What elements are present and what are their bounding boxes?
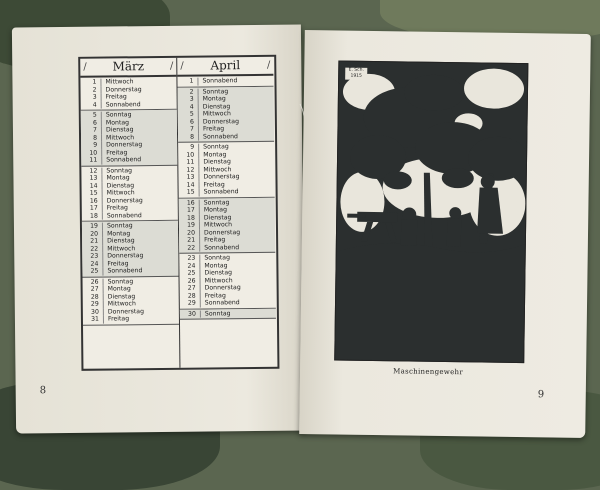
day-number: 16 xyxy=(82,197,103,205)
weekday-name: Sonnabend xyxy=(106,156,142,164)
weekday-name: Donnerstag xyxy=(106,196,143,205)
calendar-day-row xyxy=(180,309,276,318)
march-title: März xyxy=(112,59,145,74)
weekday-name: Freitag xyxy=(106,204,129,212)
april-column xyxy=(177,57,276,368)
weekday-name: Mittwoch xyxy=(204,276,233,285)
illustration-caption: Maschinengewehr xyxy=(393,367,464,377)
weekday-name: Sonntag xyxy=(105,111,132,119)
day-number: 12 xyxy=(178,166,199,174)
day-number: 17 xyxy=(179,207,200,215)
weekday-name: Dienstag xyxy=(203,158,231,166)
weekday-name: Dienstag xyxy=(203,213,232,222)
day-number: 8 xyxy=(81,134,102,142)
weekday-name: Dienstag xyxy=(107,237,135,245)
weekday-name: Donnerstag xyxy=(107,252,144,260)
day-number: 19 xyxy=(82,223,103,231)
silhouette-illustration xyxy=(334,60,528,363)
day-number: 3 xyxy=(178,96,199,104)
weekday-name: Mittwoch xyxy=(106,133,135,142)
weekday-name: Sonnabend xyxy=(107,267,143,275)
day-number: 10 xyxy=(178,151,199,159)
weekday-name: Sonntag xyxy=(203,143,229,151)
day-number: 24 xyxy=(179,262,200,270)
weekday-name: Sonnabend xyxy=(204,299,240,307)
march-week xyxy=(80,77,176,111)
weekday-name: Dienstag xyxy=(105,126,134,134)
machine-gun-silhouette xyxy=(335,62,527,363)
weekday-name: Montag xyxy=(107,285,131,293)
weekday-name: Dienstag xyxy=(106,181,135,190)
day-number: 9 xyxy=(178,144,199,152)
march-week xyxy=(83,276,179,325)
day-number: 14 xyxy=(82,182,103,190)
day-number: 17 xyxy=(82,205,103,213)
day-number: 28 xyxy=(180,292,201,300)
april-weeks xyxy=(177,76,276,320)
day-number: 2 xyxy=(178,88,199,96)
weekday-name: Sonnabend xyxy=(204,243,240,252)
calendar-day-row xyxy=(83,315,179,324)
day-number: 23 xyxy=(179,255,200,263)
april-week xyxy=(179,197,276,254)
day-number: 30 xyxy=(180,310,201,318)
artist-signature: E. Sch. 1915 xyxy=(345,68,367,80)
weekday-name: Mittwoch xyxy=(202,110,231,118)
day-number: 31 xyxy=(83,316,104,324)
weekday-name: Sonntag xyxy=(204,309,231,318)
day-number: 29 xyxy=(83,301,104,309)
weekday-name: Mittwoch xyxy=(203,165,232,174)
calendar-day-row xyxy=(81,100,177,109)
weekday-name: Donnerstag xyxy=(107,307,145,316)
weekday-name: Montag xyxy=(204,261,228,270)
day-number: 30 xyxy=(83,308,104,316)
day-number: 20 xyxy=(82,230,103,238)
weekday-name: Donnerstag xyxy=(105,85,142,94)
day-number: 19 xyxy=(179,222,200,230)
march-column xyxy=(80,58,180,369)
day-number: 6 xyxy=(81,119,102,127)
day-number: 26 xyxy=(83,278,104,286)
day-number: 4 xyxy=(178,103,199,111)
weekday-name: Donnerstag xyxy=(204,228,241,237)
day-number: 29 xyxy=(180,300,201,308)
weekday-name: Montag xyxy=(202,95,226,103)
day-number: 9 xyxy=(81,142,102,150)
weekday-name: Freitag xyxy=(107,259,129,268)
day-number: 22 xyxy=(82,245,103,253)
day-number: 7 xyxy=(178,126,199,134)
weekday-name: Freitag xyxy=(105,93,127,101)
day-number: 6 xyxy=(178,118,199,126)
weekday-name: Mittwoch xyxy=(105,78,134,86)
weekday-name: Sonnabend xyxy=(202,132,239,141)
day-number: 13 xyxy=(81,175,102,183)
weekday-name: Donnerstag xyxy=(203,173,240,181)
weekday-name: Montag xyxy=(107,229,131,238)
day-number: 16 xyxy=(179,199,200,207)
weekday-name: Freitag xyxy=(203,180,225,189)
weekday-name: Freitag xyxy=(106,148,128,157)
weekday-name: Sonntag xyxy=(204,254,231,262)
weekday-name: Sonnabend xyxy=(202,77,238,85)
day-number: 5 xyxy=(81,112,102,120)
weekday-name: Donnerstag xyxy=(204,284,241,292)
weekday-name: Sonnabend xyxy=(105,100,141,109)
weekday-name: Freitag xyxy=(204,236,226,244)
april-week xyxy=(178,86,275,143)
day-number: 11 xyxy=(178,159,199,167)
day-number: 11 xyxy=(81,157,102,165)
day-number: 27 xyxy=(180,285,201,293)
weekday-name: Sonntag xyxy=(106,222,133,230)
calendar-day-row xyxy=(81,156,177,165)
calendar-day-row xyxy=(82,211,178,220)
april-title: April xyxy=(210,58,241,73)
page-number-left: 8 xyxy=(39,385,47,397)
march-header: / März / xyxy=(80,58,176,78)
day-number: 4 xyxy=(81,101,102,109)
march-week xyxy=(81,165,178,222)
weekday-name: Mittwoch xyxy=(107,300,136,308)
day-number: 22 xyxy=(179,244,200,252)
calendar-day-row xyxy=(179,243,275,252)
weekday-name: Sonnabend xyxy=(106,211,142,220)
day-number: 23 xyxy=(82,253,103,261)
day-number: 25 xyxy=(179,270,200,278)
calendar-table xyxy=(78,55,279,371)
calendar-day-row xyxy=(180,299,276,308)
day-number: 2 xyxy=(81,86,102,94)
weekday-name: Dienstag xyxy=(107,292,136,301)
weekday-name: Montag xyxy=(203,150,227,159)
day-number: 3 xyxy=(81,94,102,102)
day-number: 8 xyxy=(178,133,199,141)
april-week xyxy=(180,308,276,320)
day-number: 15 xyxy=(82,190,103,198)
calendar-day-row xyxy=(177,77,273,86)
day-number: 28 xyxy=(83,293,104,301)
left-page xyxy=(12,24,305,433)
day-number: 13 xyxy=(178,174,199,182)
day-number: 27 xyxy=(83,286,104,294)
page-number-right: 9 xyxy=(537,389,545,401)
weekday-name: Mittwoch xyxy=(107,244,136,253)
day-number: 1 xyxy=(80,79,101,87)
weekday-name: Donnerstag xyxy=(106,141,143,149)
weekday-name: Sonntag xyxy=(106,166,133,175)
day-number: 21 xyxy=(179,237,200,245)
weekday-name: Montag xyxy=(106,174,130,182)
weekday-name: Donnerstag xyxy=(202,117,240,126)
weekday-name: Freitag xyxy=(204,291,226,300)
day-number: 20 xyxy=(179,229,200,237)
calendar-day-row xyxy=(179,188,275,197)
weekday-name: Sonntag xyxy=(203,198,230,207)
weekday-name: Sonnabend xyxy=(203,188,239,196)
right-page xyxy=(299,30,591,438)
day-number: 26 xyxy=(180,277,201,285)
weekday-name: Sonntag xyxy=(107,277,134,286)
april-week xyxy=(178,142,275,199)
day-number: 21 xyxy=(82,238,103,246)
march-week xyxy=(82,221,179,278)
march-weeks xyxy=(80,77,179,325)
day-number: 25 xyxy=(82,268,103,276)
weekday-name: Freitag xyxy=(202,125,225,133)
calendar-day-row xyxy=(178,132,274,141)
day-number: 12 xyxy=(81,167,102,175)
weekday-name: Montag xyxy=(203,206,228,214)
day-number: 15 xyxy=(179,189,200,197)
weekday-name: Dienstag xyxy=(202,102,231,111)
day-number: 18 xyxy=(179,214,200,222)
april-header: / April / xyxy=(177,57,273,77)
day-number: 1 xyxy=(177,78,198,86)
april-week xyxy=(179,253,276,310)
weekday-name: Sonntag xyxy=(202,87,229,96)
day-number: 10 xyxy=(81,149,102,157)
calendar-day-row xyxy=(82,267,178,276)
day-number: 7 xyxy=(81,127,102,135)
weekday-name: Freitag xyxy=(107,315,130,323)
day-number: 24 xyxy=(82,260,103,268)
day-number: 5 xyxy=(178,111,199,119)
weekday-name: Mittwoch xyxy=(203,221,233,229)
march-week xyxy=(81,110,178,167)
weekday-name: Montag xyxy=(105,118,130,127)
weekday-name: Mittwoch xyxy=(106,189,135,197)
day-number: 14 xyxy=(179,181,200,189)
weekday-name: Dienstag xyxy=(204,269,233,277)
day-number: 18 xyxy=(82,212,103,220)
